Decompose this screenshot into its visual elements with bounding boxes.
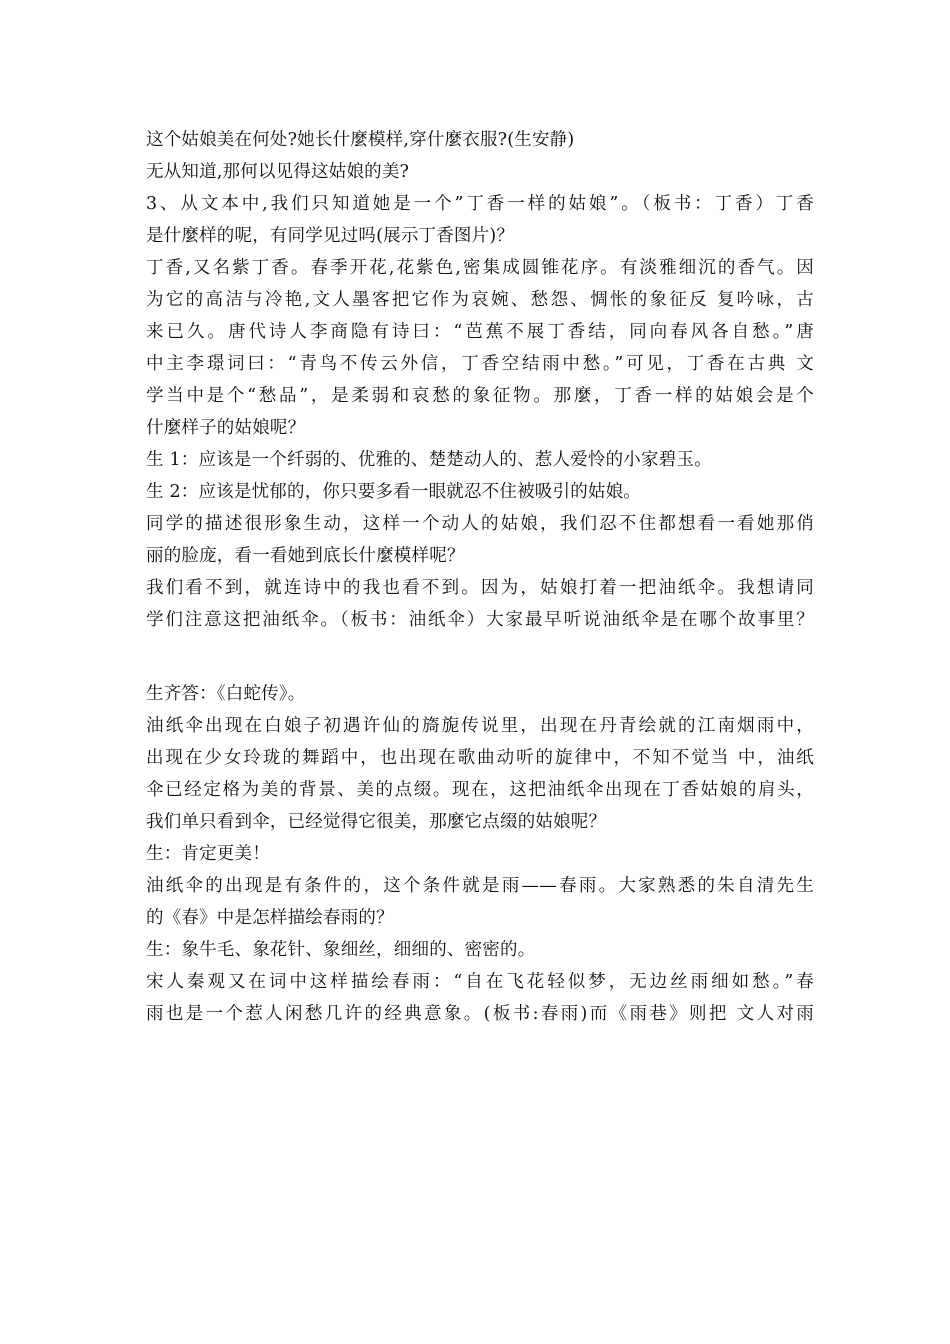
- text-line: 生 2：应该是忧郁的，你只要多看一眼就忍不住被吸引的姑娘。: [146, 482, 641, 502]
- text-line: 学当中是个“愁品”，是柔弱和哀愁的象征物。那麼，丁香一样的姑娘会是个: [146, 386, 814, 406]
- text-line: 生齐答：《白蛇传》。: [146, 684, 306, 704]
- text-line: 为它的高洁与冷艳,文人墨客把它作为哀婉、愁怨、惆怅的象征反 复吟咏，古: [146, 290, 814, 310]
- text-line: 我们看不到，就连诗中的我也看不到。因为，姑娘打着一把油纸伞。我想请同: [146, 578, 814, 598]
- text-line: 我们单只看到伞，已经觉得它很美，那麼它点缀的姑娘呢？: [146, 812, 607, 832]
- text-line: 来已久。唐代诗人李商隐有诗曰：“芭蕉不展丁香结，同向春风各自愁。”唐: [146, 322, 814, 342]
- text-line: 丽的脸庞，看一看她到底长什麼模样呢？: [146, 546, 465, 566]
- text-line: 学们注意这把油纸伞。（板书：油纸伞）大家最早听说油纸伞是在哪个故事里？: [146, 610, 814, 630]
- text-line: 油纸伞的出现是有条件的，这个条件就是雨——春雨。大家熟悉的朱自清先生: [146, 876, 814, 896]
- text-line: 是什麼样的呢，有同学见过吗(展示丁香图片)？: [146, 226, 515, 246]
- document-body: [146, 124, 814, 1030]
- text-line: 中主李璟词曰：“青鸟不传云外信，丁香空结雨中愁。”可见，丁香在古典 文: [146, 354, 814, 374]
- text-line: 这个姑娘美在何处?她长什麼模样,穿什麼衣服?(生安静): [146, 130, 575, 150]
- text-line: 油纸伞出现在白娘子初遇许仙的旖旎传说里，出现在丹青绘就的江南烟雨中，: [146, 716, 814, 736]
- text-line: 生：象牛毛、象花针、象细丝，细细的、密密的。: [146, 940, 536, 960]
- text-line: 的《春》中是怎样描绘春雨的？: [146, 908, 394, 928]
- text-line: 出现在少女玲珑的舞蹈中，也出现在歌曲动听的旋律中，不知不觉当 中，油纸: [146, 748, 814, 768]
- text-line: 无从知道,那何以见得这姑娘的美?: [146, 162, 410, 182]
- paragraph-gap: [146, 636, 814, 678]
- text-line: 生：肯定更美！: [146, 844, 270, 864]
- text-line: 3、从文本中,我们只知道她是一个”丁香一样的姑娘”。（板书：丁香）丁香: [146, 194, 814, 214]
- text-line: 伞已经定格为美的背景、美的点缀。现在，这把油纸伞出现在丁香姑娘的肩头，: [146, 780, 814, 800]
- text-line: 雨也是一个惹人闲愁几许的经典意象。(板书:春雨)而《雨巷》则把 文人对雨: [146, 1004, 814, 1024]
- text-line: 什麼样子的姑娘呢？: [146, 418, 306, 438]
- text-line: 同学的描述很形象生动，这样一个动人的姑娘，我们忍不住都想看一看她那俏: [146, 514, 814, 534]
- text-line: 宋人秦观又在词中这样描绘春雨：“自在飞花轻似梦，无边丝雨细如愁。”春: [146, 972, 814, 992]
- text-line: 生 1：应该是一个纤弱的、优雅的、楚楚动人的、惹人爱怜的小家碧玉。: [146, 450, 712, 470]
- text-line: 丁香,又名紫丁香。春季开花,花紫色,密集成圆锥花序。有淡雅细沉的香气。因: [146, 258, 814, 278]
